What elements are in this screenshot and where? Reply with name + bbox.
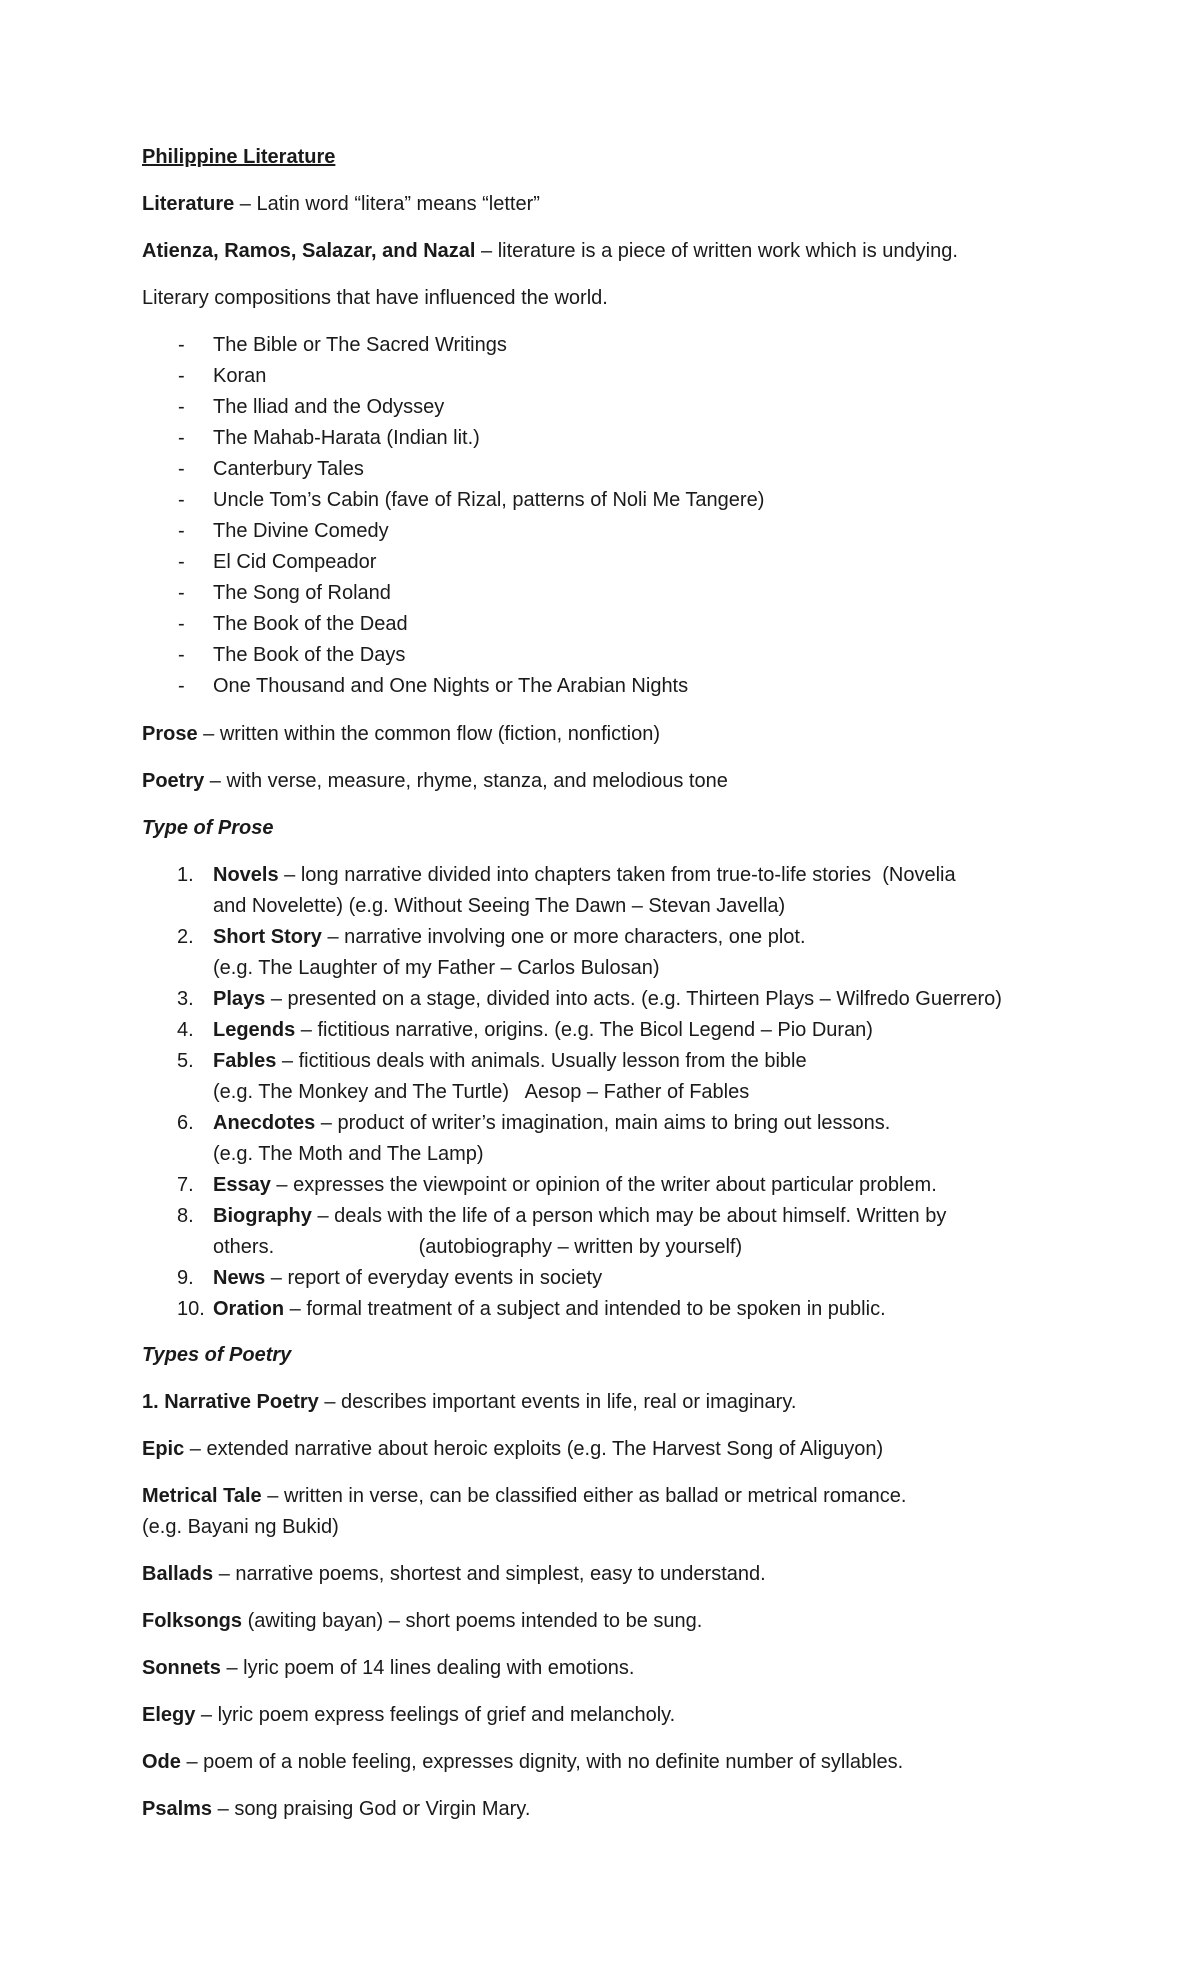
definition-text: narrative involving one or more characters, one plot. [344,926,806,948]
bullet-dash: - [178,396,185,418]
psalms-definition [142,1796,530,1822]
term: Plays [213,988,266,1010]
item-text [213,862,956,888]
item-number: 5. [177,1050,194,1072]
separator: – [197,723,220,745]
separator: – [204,770,227,792]
item-number: 9. [177,1267,194,1289]
definition-text: fictitious narrative, origins. (e.g. The Bicol Legend – Pio Duran) [317,1019,873,1041]
definition-text: lyric poem express feelings of grief and melancholy. [217,1704,676,1726]
definition-text: written in verse, can be classified either as ballad or metrical romance. [283,1485,907,1507]
list-item-text: The Song of Roland [213,582,391,604]
separator: – [321,926,345,948]
definition-text: extended narrative about heroic exploits (e.g. The Harvest Song of Aliguyon) [206,1438,884,1460]
ode-definition [142,1749,903,1775]
term: Legends [213,1019,296,1041]
separator: – [278,864,301,886]
separator: – [234,193,257,215]
ballads-definition [142,1561,766,1587]
list-item-text: Uncle Tom’s Cabin (fave of Rizal, patterns of Noli Me Tangere) [213,489,765,511]
item-text [213,1172,937,1198]
separator: – [475,240,498,262]
definition-text: others. (autobiography – written by yourself) [213,1236,743,1258]
item-text [213,1079,749,1105]
separator: – [265,1267,288,1289]
elegy-definition [142,1702,675,1728]
bullet-dash: - [178,644,185,666]
compositions-intro: Literary compositions that have influenced the world. [142,287,608,309]
term: Psalms [142,1798,213,1820]
list-item-text: The Bible or The Sacred Writings [213,334,507,356]
item-text [213,1234,742,1260]
term: Atienza, Ramos, Salazar, and Nazal [142,240,476,262]
list-item-text: El Cid Compeador [213,551,377,573]
item-text [213,1296,886,1322]
list-item-text: The Divine Comedy [213,520,389,542]
poetry-types-heading: Types of Poetry [142,1344,292,1366]
list-item-text: The Book of the Days [213,644,406,666]
definition-text: fictitious deals with animals. Usually lesson from the bible [298,1050,807,1072]
list-item-text: Canterbury Tales [213,458,364,480]
term: Ballads [142,1563,214,1585]
separator: – [311,1205,335,1227]
bullet-dash: - [178,489,185,511]
item-number: 4. [177,1019,194,1041]
bullet-dash: - [178,365,185,387]
definition-text: literature is a piece of written work which is undying. [497,240,958,262]
separator: – [195,1704,218,1726]
term: Ode [142,1751,181,1773]
separator: – [265,988,288,1010]
separator: – [220,1657,244,1679]
item-text [213,1141,484,1167]
item-text [213,924,806,950]
separator: – [184,1438,207,1460]
definition-text: expresses the viewpoint or opinion of the writer about particular problem. [293,1174,937,1196]
separator: – [261,1485,284,1507]
term: Metrical Tale [142,1485,262,1507]
separator: – [180,1751,204,1773]
separator: – [213,1563,236,1585]
term: Novels [213,864,279,886]
term: Anecdotes [213,1112,316,1134]
bullet-dash: - [178,582,185,604]
sonnets-definition [142,1655,634,1681]
item-number: 3. [177,988,194,1010]
term: Oration [213,1298,285,1320]
metrical-tale-definition [142,1483,906,1509]
term: Prose [142,723,198,745]
bullet-dash: - [178,551,185,573]
prose-definition [142,721,660,747]
term: Essay [213,1174,271,1196]
definition-text: narrative poems, shortest and simplest, easy to understand. [235,1563,766,1585]
term: Epic [142,1438,185,1460]
poetry-definition [142,768,728,794]
term: Fables [213,1050,277,1072]
definition-text: Latin word “litera” means “letter” [256,193,540,215]
folksongs-definition [142,1608,702,1634]
separator: – [270,1174,294,1196]
page-title: Philippine Literature [142,146,336,168]
definition-text: written within the common flow (fiction, nonfiction) [219,723,661,745]
list-item-text: One Thousand and One Nights or The Arabian Nights [213,675,689,697]
bullet-dash: - [178,458,185,480]
item-text [213,1017,873,1043]
term: Literature [142,193,235,215]
item-text [213,1203,946,1229]
term: Sonnets [142,1657,221,1679]
list-item-text: The Book of the Dead [213,613,408,635]
item-text [213,986,1002,1012]
term: Biography [213,1205,312,1227]
item-text [213,1048,807,1074]
definition-text: lyric poem of 14 lines dealing with emotions. [243,1657,635,1679]
authors-definition [142,238,958,264]
definition-text: describes important events in life, real or imaginary. [341,1391,797,1413]
separator: – [276,1050,299,1072]
narrative-poetry-definition [142,1389,796,1415]
separator: – [212,1798,235,1820]
item-text [213,1110,890,1136]
definition-text: song praising God or Virgin Mary. [234,1798,531,1820]
metrical-tale-example: (e.g. Bayani ng Bukid) [142,1516,339,1538]
bullet-dash: - [178,520,185,542]
definition-text: poem of a noble feeling, expresses dignity, with no definite number of syllables. [203,1751,904,1773]
epic-definition [142,1436,883,1462]
bullet-dash: - [178,334,185,356]
definition-text: product of writer’s imagination, main aims to bring out lessons. [337,1112,891,1134]
definition-text: (e.g. The Monkey and The Turtle) Aesop – Father of Fables [213,1081,750,1103]
bullet-dash: - [178,675,185,697]
separator: – [318,1391,342,1413]
term: News [213,1267,266,1289]
bullet-dash: - [178,427,185,449]
definition-text: long narrative divided into chapters taken from true-to-life stories (Novelia [300,864,956,886]
separator: – [284,1298,307,1320]
definition-text: presented on a stage, divided into acts. (e.g. Thirteen Plays – Wilfredo Guerrero) [287,988,1002,1010]
list-item-text: The lliad and the Odyssey [213,396,445,418]
term: Poetry [142,770,205,792]
item-number: 2. [177,926,194,948]
bullet-dash: - [178,613,185,635]
item-number: 7. [177,1174,194,1196]
term: Folksongs [142,1610,243,1632]
list-item-text: Koran [213,365,267,387]
definition-text: deals with the life of a person which may be about himself. Written by [334,1205,947,1227]
definition-text: formal treatment of a subject and intended to be spoken in public. [306,1298,886,1320]
definition-text: report of everyday events in society [287,1267,603,1289]
separator: – [295,1019,318,1041]
item-text [213,1265,602,1291]
prose-types-heading: Type of Prose [142,817,274,839]
list-item-text: The Mahab-Harata (Indian lit.) [213,427,480,449]
literature-definition [142,191,540,217]
term: Elegy [142,1704,196,1726]
term: 1. Narrative Poetry [142,1391,319,1413]
item-text [213,893,785,919]
definition-text: (e.g. The Laughter of my Father – Carlos Bulosan) [213,957,660,979]
item-number: 10. [177,1298,205,1320]
item-number: 1. [177,864,194,886]
definition-text: short poems intended to be sung. [405,1610,703,1632]
item-number: 6. [177,1112,194,1134]
definition-text: (e.g. The Moth and The Lamp) [213,1143,484,1165]
term: Short Story [213,926,322,948]
separator: (awiting bayan) – [242,1610,406,1632]
definition-text: with verse, measure, rhyme, stanza, and melodious tone [226,770,728,792]
item-number: 8. [177,1205,194,1227]
item-text [213,955,660,981]
separator: – [315,1112,338,1134]
definition-text: and Novelette) (e.g. Without Seeing The Dawn – Stevan Javella) [213,895,786,917]
